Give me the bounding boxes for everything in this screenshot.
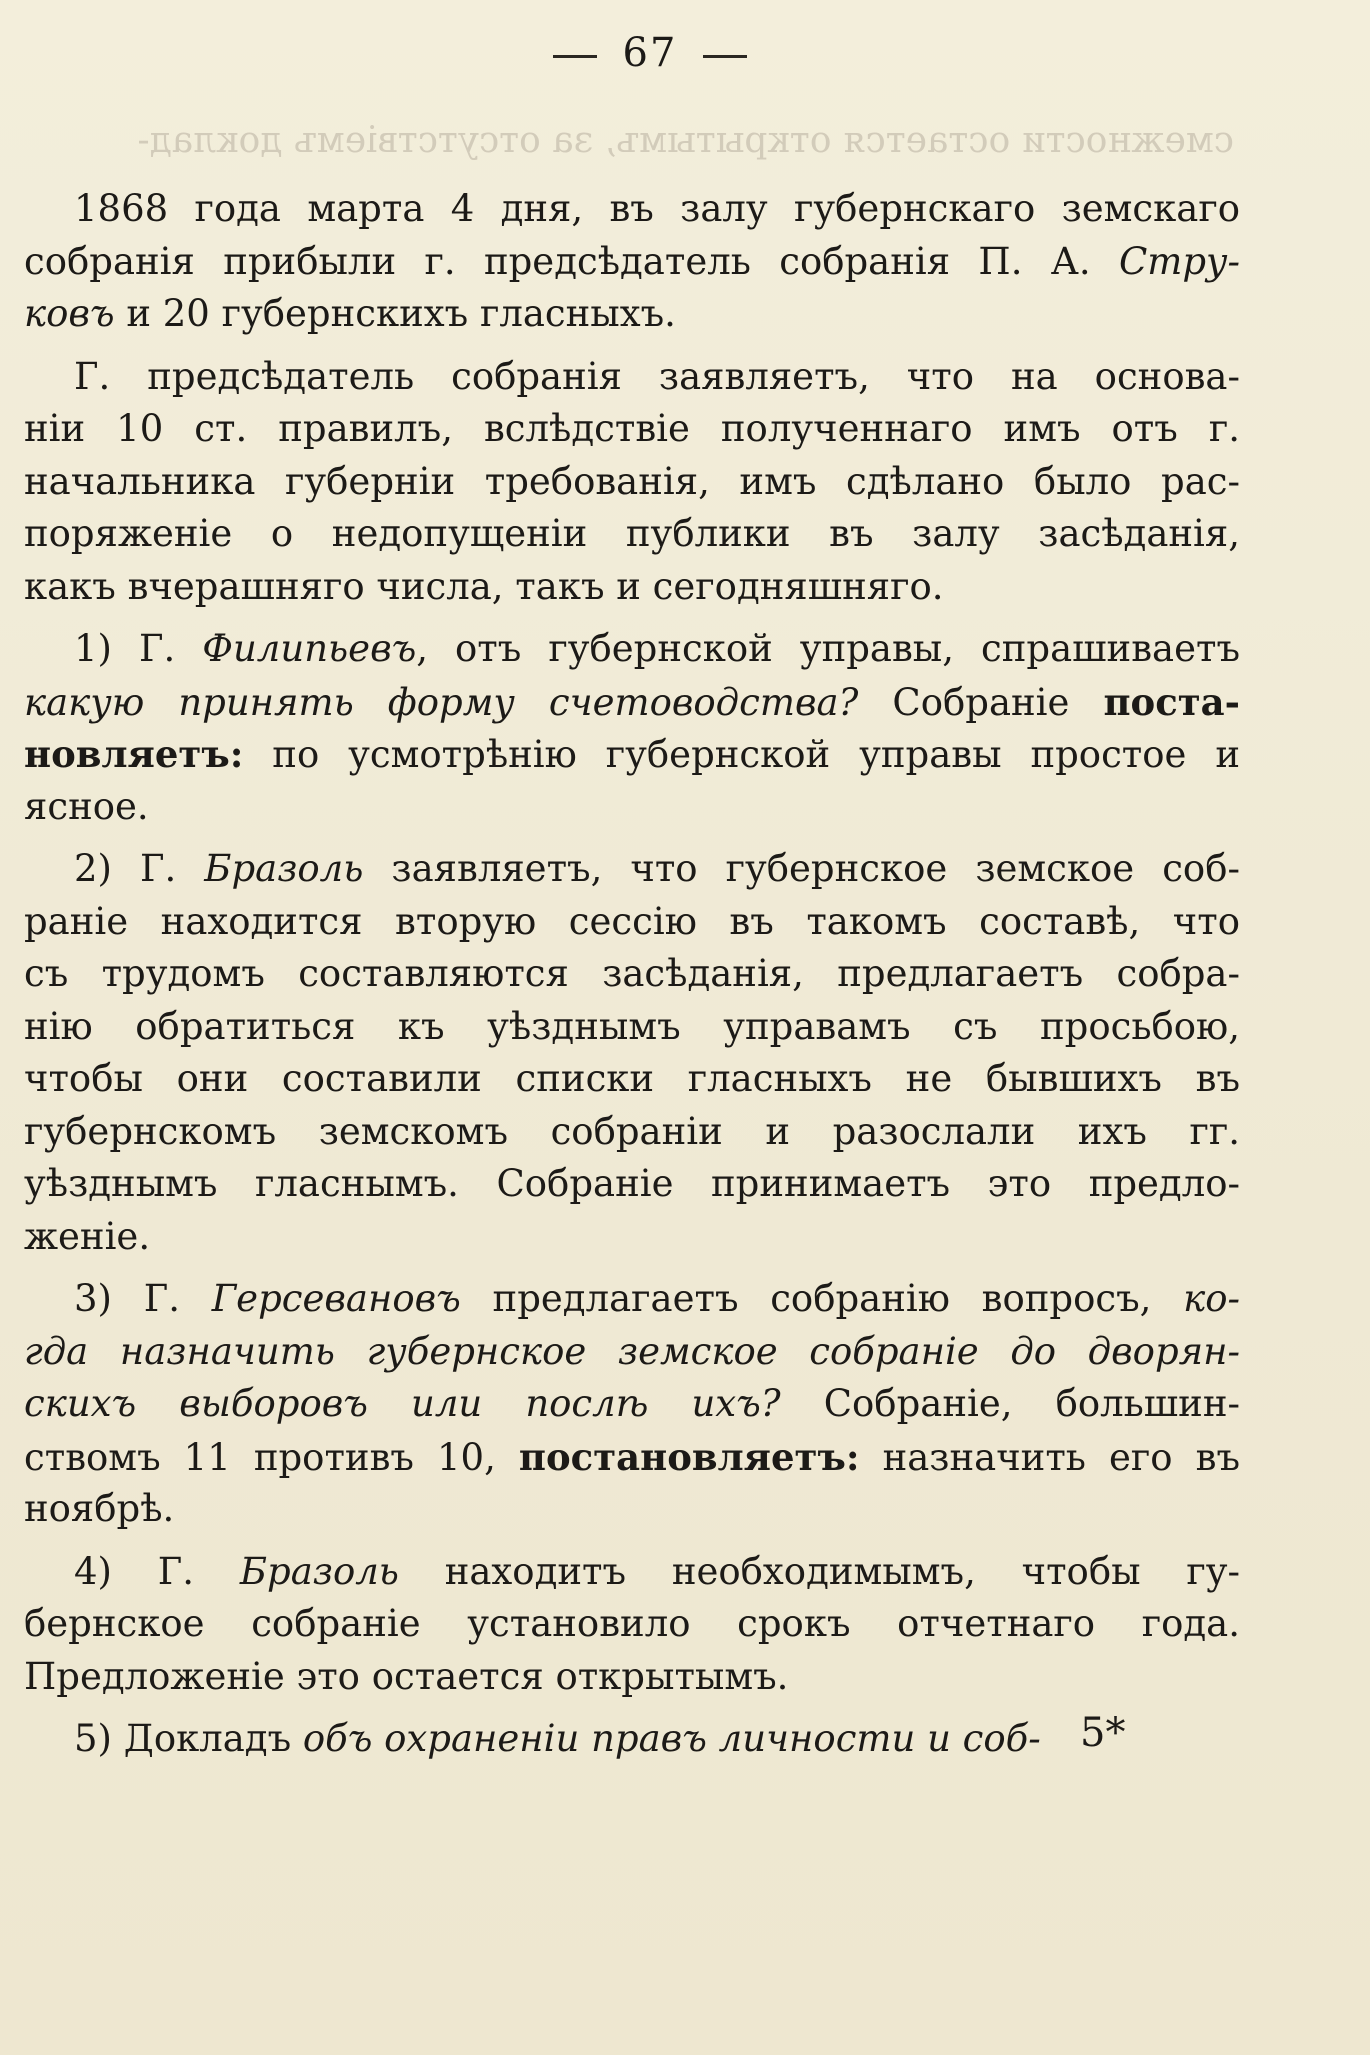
text-line	[24, 728, 1240, 781]
text-run: находитъ необходимымъ, чтобы гу-	[398, 1549, 1240, 1593]
paragraph-4	[24, 843, 1240, 1263]
text-line	[24, 508, 1240, 561]
text-run: 5) Докладъ	[74, 1717, 303, 1760]
text-line	[24, 1273, 1240, 1326]
text-run: поряженіе о недопущеніи публики въ залу засѣданія,	[24, 512, 1240, 555]
text-run: предлагаетъ собранію вопросъ,	[460, 1277, 1184, 1320]
italic-run: Бразоль	[204, 847, 364, 890]
italic-run: ковъ	[24, 292, 115, 335]
bold-run: постановляетъ:	[518, 1434, 860, 1479]
text-line	[24, 1211, 1240, 1264]
text-run: раніе находится вторую сессію въ такомъ составѣ, что	[24, 899, 1240, 943]
italic-run: гда назначить губернское земское собраніе до дворян-	[24, 1329, 1240, 1373]
text-run: 1868 года марта 4 дня, въ залу губернскаго земскаго	[74, 187, 1240, 230]
text-line	[24, 1106, 1240, 1159]
italic-run: Герсевановъ	[211, 1277, 461, 1320]
italic-run: Бразоль	[239, 1549, 399, 1593]
italic-run: Стру-	[1118, 239, 1240, 283]
text-run: какъ вчерашняго числа, такъ и сегодняшняго.	[24, 564, 944, 608]
bold-run: поста-	[1103, 679, 1240, 724]
paragraph-3	[24, 623, 1240, 833]
text-line	[24, 948, 1240, 1001]
text-run: Предложеніе это остается открытымъ.	[24, 1654, 789, 1698]
text-line	[24, 561, 1240, 614]
signature-mark: 5*	[1080, 1710, 1126, 1756]
text-run: Собраніе	[858, 680, 1104, 724]
text-run: ствомъ 11 противъ 10,	[24, 1435, 519, 1479]
text-line	[24, 1053, 1240, 1106]
text-line	[24, 1001, 1240, 1054]
text-line	[24, 1713, 1240, 1766]
text-line	[24, 1651, 1240, 1704]
text-line	[24, 351, 1240, 404]
text-run: начальника губерніи требованія, имъ сдѣлано было рас-	[24, 459, 1240, 503]
text-run: ясное.	[24, 784, 149, 828]
text-line	[24, 1158, 1240, 1211]
text-run: женіе.	[24, 1214, 151, 1258]
text-run: ніи 10 ст. правилъ, вслѣдствіе полученнаго имъ отъ г.	[24, 407, 1240, 450]
italic-run: скихъ выборовъ или послѣ ихъ?	[24, 1382, 781, 1425]
text-run: 3) Г.	[74, 1277, 212, 1320]
text-run: уѣзднымъ гласнымъ. Собраніе принимаетъ это предло-	[24, 1162, 1240, 1205]
text-line	[24, 183, 1240, 236]
text-run: Г. предсѣдатель собранія заявляетъ, что на основа-	[74, 354, 1240, 398]
paragraph-7	[24, 1713, 1240, 1766]
text-run: Собраніе, большин-	[780, 1382, 1240, 1425]
text-run: нію обратиться къ уѣзднымъ управамъ съ просьбою,	[24, 1004, 1240, 1048]
paragraph-1	[24, 183, 1240, 341]
header-dash-right	[703, 55, 747, 58]
text-line	[24, 843, 1240, 896]
text-line	[24, 236, 1240, 289]
page-header	[0, 30, 1300, 76]
text-run: , отъ губернской управы, спрашиваетъ	[416, 627, 1241, 670]
text-line	[24, 781, 1240, 834]
text-run: 2) Г.	[74, 847, 205, 890]
text-line	[24, 1378, 1240, 1431]
page-number: 67	[622, 30, 678, 76]
text-line	[24, 676, 1240, 729]
text-run: заявляетъ, что губернское земское соб-	[363, 847, 1240, 890]
italic-run: какую принять форму счетоводства?	[24, 680, 859, 724]
text-line	[24, 1326, 1240, 1379]
bold-run: новляетъ:	[24, 732, 244, 776]
text-run: по усмотрѣнію губернской управы простое и	[243, 733, 1240, 776]
text-line	[24, 896, 1240, 949]
text-line	[24, 1546, 1240, 1599]
text-line	[24, 403, 1240, 456]
text-line	[24, 1483, 1240, 1536]
header-dash-left	[553, 55, 597, 58]
body-text	[24, 183, 1240, 1776]
paragraph-2	[24, 351, 1240, 614]
text-line	[24, 1598, 1240, 1651]
text-run: и 20 губернскихъ гласныхъ.	[114, 292, 676, 335]
paragraph-5	[24, 1273, 1240, 1536]
text-run: 1) Г.	[74, 627, 203, 670]
text-run: чтобы они составили списки гласныхъ не бывшихъ въ	[24, 1057, 1240, 1100]
text-run: губернскомъ земскомъ собраніи и разослали ихъ гг.	[24, 1109, 1240, 1153]
italic-run: ко-	[1183, 1277, 1240, 1320]
text-line	[24, 623, 1240, 676]
text-run: собранія прибыли г. предсѣдатель собранія П. А.	[24, 239, 1119, 283]
text-line	[24, 1431, 1240, 1484]
italic-run: объ охраненіи правъ личности и соб-	[302, 1717, 1041, 1760]
text-run: 4) Г.	[74, 1549, 240, 1593]
text-run: назначить его въ	[859, 1435, 1240, 1479]
text-line	[24, 288, 1240, 341]
bleed-through-text: смежности остается открытымъ, за отсутствіемъ доклад-	[137, 120, 1234, 161]
text-line	[24, 456, 1240, 509]
italic-run: Филипьевъ	[202, 627, 417, 670]
text-run: бернское собраніе установило срокъ отчетнаго года.	[24, 1602, 1240, 1645]
paragraph-6	[24, 1546, 1240, 1704]
text-run: ноябрѣ.	[24, 1487, 175, 1530]
text-run: съ трудомъ составляются засѣданія, предлагаетъ собра-	[24, 952, 1240, 995]
